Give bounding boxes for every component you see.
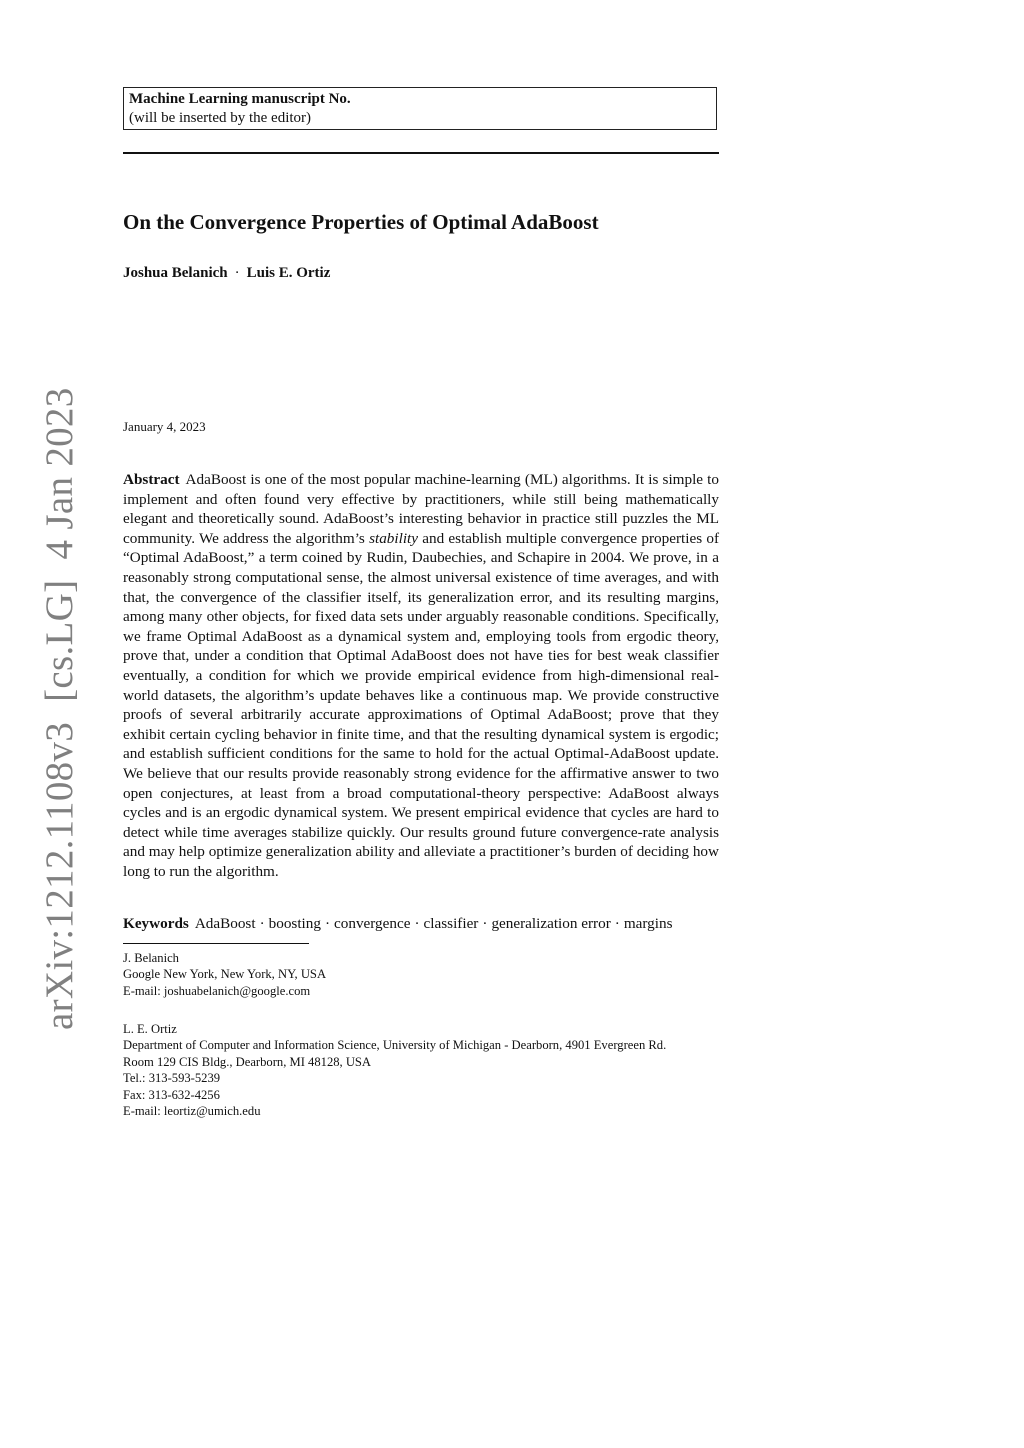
keyword: generalization error [491,915,611,932]
keyword: classifier [423,915,479,932]
abstract [123,470,719,881]
paper-date: January 4, 2023 [123,419,206,434]
footnote-rule [123,943,309,944]
affiliation-line: Google New York, New York, NY, USA [123,967,327,982]
author-separator: · [234,265,240,281]
arxiv-stamp: arXiv:1212.1108v3 [cs.LG] 4 Jan 2023 [38,387,81,1030]
affiliation-phone: Tel.: 313-593-5239 [123,1071,221,1086]
abstract-emphasis: stability [369,529,419,547]
affiliation-fax: Fax: 313-632-4256 [123,1087,220,1102]
affiliation-email: E-mail: joshuabelanich@google.com [123,983,311,998]
keyword-separator: · [482,915,488,932]
keywords-label: Keywords [123,915,189,932]
author-name: Joshua Belanich [123,265,228,281]
keyword: margins [623,915,673,932]
keyword: AdaBoost [194,915,256,932]
keywords [123,914,743,934]
keyword: boosting [268,915,321,932]
keyword: convergence [334,915,411,932]
author-list [123,263,330,283]
affiliation-belanich [123,950,743,999]
affiliation-line: Room 129 CIS Bldg., Dearborn, MI 48128, USA [123,1054,372,1069]
abstract-text-part2: and establish multiple convergence properties of “Optimal AdaBoost,” a term coined by Rudin, Daubechies, and Schapire in 2004. We prove, in a reasonably strong computational sense, the almost universal existence of time averages, and with that, the convergence of the classifier itself, its generalization error, and its resulting margins, among many other objects, for fixed data sets under arguably reasonable conditions. Specifically, we frame Optimal AdaBoost as a dynamical system and, employing tools from ergodic theory, prove that, under a condition that Optimal AdaBoost does not have ties for best weak classifier eventually, a condition for which we provide empirical evidence from high-dimensional real-world datasets, the algorithm’s update behaves like a continuous map. We provide constructive proofs of several arbitrarily accurate approximations of Optimal AdaBoost; prove that they exhibit certain cycling behavior in finite time, and that the resulting dynamical system is ergodic; and establish sufficient conditions for the same to hold for the actual Optimal-AdaBoost update. We believe that our results provide reasonably strong evidence for the affirmative answer to two open conjectures, at least from a broad computational-theory perspective: AdaBoost always cycles and is an ergodic dynamical system. We present empirical evidence that cycles are hard to detect while time averages stabilize quickly. Our results ground future convergence-rate analysis and may help optimize generalization ability and alleviate a practitioner’s burden of deciding how long to run the algorithm. [123,529,720,880]
keyword-separator: · [414,915,420,932]
paper-title: On the Convergence Properties of Optimal AdaBoost [123,210,599,234]
keyword-separator: · [614,915,620,932]
author-name: Luis E. Ortiz [246,265,331,281]
editor-box-line1: Machine Learning manuscript No. [129,91,351,107]
affiliation-line: Department of Computer and Information Science, University of Michigan - Dearborn, 4901 Evergreen Rd. [123,1038,667,1053]
editor-box [123,87,717,130]
keyword-separator: · [259,915,265,932]
affiliation-line: J. Belanich [123,951,179,965]
affiliation-line: L. E. Ortiz [123,1022,177,1036]
header-rule [123,152,719,154]
affiliation-ortiz [123,1021,743,1119]
abstract-text-part1: AdaBoost is one of the most popular machine-learning (ML) algorithms. It is simple to implement and often found very effective by practitioners, while still being mathematically elegant and theoretically sound. AdaBoost’s interesting behavior in practice still puzzles the ML community. We address the algorithm’s [123,471,719,547]
keyword-separator: · [324,915,331,932]
affiliation-email: E-mail: leortiz@umich.edu [123,1104,261,1119]
abstract-label: Abstract [123,471,180,488]
editor-box-line2: (will be inserted by the editor) [129,110,312,126]
